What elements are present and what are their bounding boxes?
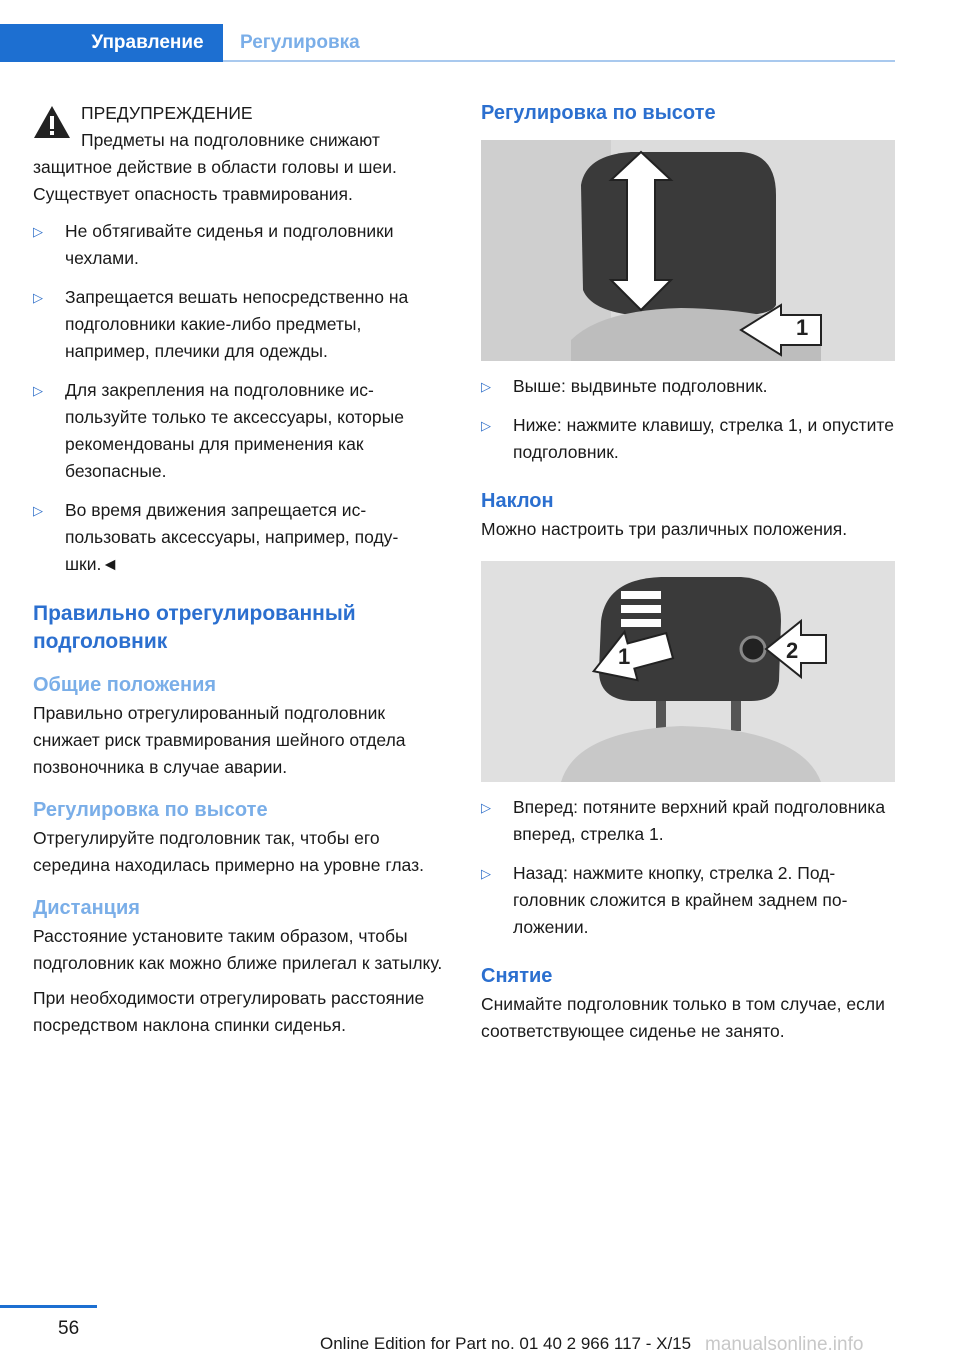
list-item: ▷ Запрещается вешать непосредственно на подголовники какие-либо предметы, например, плечики для одежды. — [33, 284, 443, 365]
watermark: manualsonline.info — [705, 1334, 864, 1355]
page-number: 56 — [58, 1318, 80, 1339]
height-list — [481, 373, 895, 466]
breadcrumb-section[interactable]: Управление — [72, 24, 223, 62]
footer-accent-line — [0, 1305, 97, 1308]
list-item: ▷ Ниже: нажмите клавишу, стрелка 1, и опустите подголовник. — [481, 412, 895, 466]
bullet-icon: ▷ — [33, 224, 43, 239]
paragraph: Можно настроить три различных положения. — [481, 519, 848, 539]
list-item: ▷ Назад: нажмите кнопку, стрелка 2. Подголовник сложится в крайнем заднем положении. — [481, 860, 895, 941]
section-heading: Снятие — [481, 965, 553, 987]
paragraph: При необходимости отрегулировать расстояние посредством наклона спинки сиденья. — [33, 988, 425, 1035]
paragraph: Отрегулируйте подголовник так, чтобы его середина находилась примерно на уровне глаз. — [33, 828, 424, 875]
list-item: ▷ Не обтягивайте сиденья и подголовники чехлами. — [33, 218, 443, 272]
headrest-height-figure — [481, 140, 895, 361]
header-divider — [223, 60, 895, 62]
bullet-icon: ▷ — [33, 383, 43, 398]
warning-title: ПРЕДУПРЕЖДЕНИЕ — [81, 103, 253, 123]
bullet-icon: ▷ — [481, 418, 491, 433]
edition-info: Online Edition for Part no. 01 40 2 966 117 - X/15 — [320, 1334, 692, 1353]
figure-label: 2 — [786, 638, 799, 663]
bullet-icon: ▷ — [33, 290, 43, 305]
breadcrumb-subsection[interactable]: Регулировка — [240, 32, 360, 53]
paragraph: Снимайте подголовник только в том случае, если соответствующее сиденье не занято. — [481, 994, 885, 1041]
figure-label: 1 — [618, 644, 631, 669]
list-item: ▷ Вперед: потяните верхний край подголовника вперед, стрелка 1. — [481, 794, 895, 848]
list-item: ▷ Во время движения запрещается использовать аксессуары, например, подушки.◄ — [33, 497, 443, 578]
paragraph: Правильно отрегулированный подголовник снижает риск травмирования шейного отдела позвоночника в случае аварии. — [33, 703, 406, 777]
page-header — [0, 24, 895, 62]
warning-list — [33, 218, 443, 578]
paragraph: Расстояние установите таким образом, чтобы подголовник как можно ближе прилегал к затылку. — [33, 926, 443, 973]
headrest-tilt-figure — [481, 561, 895, 782]
bullet-icon: ▷ — [481, 866, 491, 881]
subsection-heading: Регулировка по высоте — [33, 799, 268, 821]
warning-block — [33, 100, 443, 208]
list-item: ▷ Выше: выдвиньте подголовник. — [481, 373, 895, 400]
bullet-icon: ▷ — [481, 379, 491, 394]
left-column — [33, 100, 443, 1047]
header-accent-bar — [0, 24, 72, 62]
bullet-icon: ▷ — [481, 800, 491, 815]
subsection-heading: Общие положения — [33, 674, 217, 696]
right-column — [481, 100, 895, 1053]
section-heading: Наклон — [481, 490, 554, 512]
figure-label: 1 — [796, 315, 809, 340]
warning-body: Предметы на подголовнике снижают защитное действие в области головы и шеи. Существует опасность травмирования. — [33, 130, 397, 204]
warning-triangle-icon — [33, 105, 71, 139]
subsection-heading: Дистанция — [33, 897, 140, 919]
bullet-icon: ▷ — [33, 503, 43, 518]
section-heading: Правильно отрегулированный подголовник — [33, 602, 356, 653]
tilt-list — [481, 794, 895, 941]
section-heading: Регулировка по высоте — [481, 102, 716, 124]
list-item: ▷ Для закрепления на подголовнике используйте только те аксессуары, которые рекомендованы для применения как безопасные. — [33, 377, 443, 485]
